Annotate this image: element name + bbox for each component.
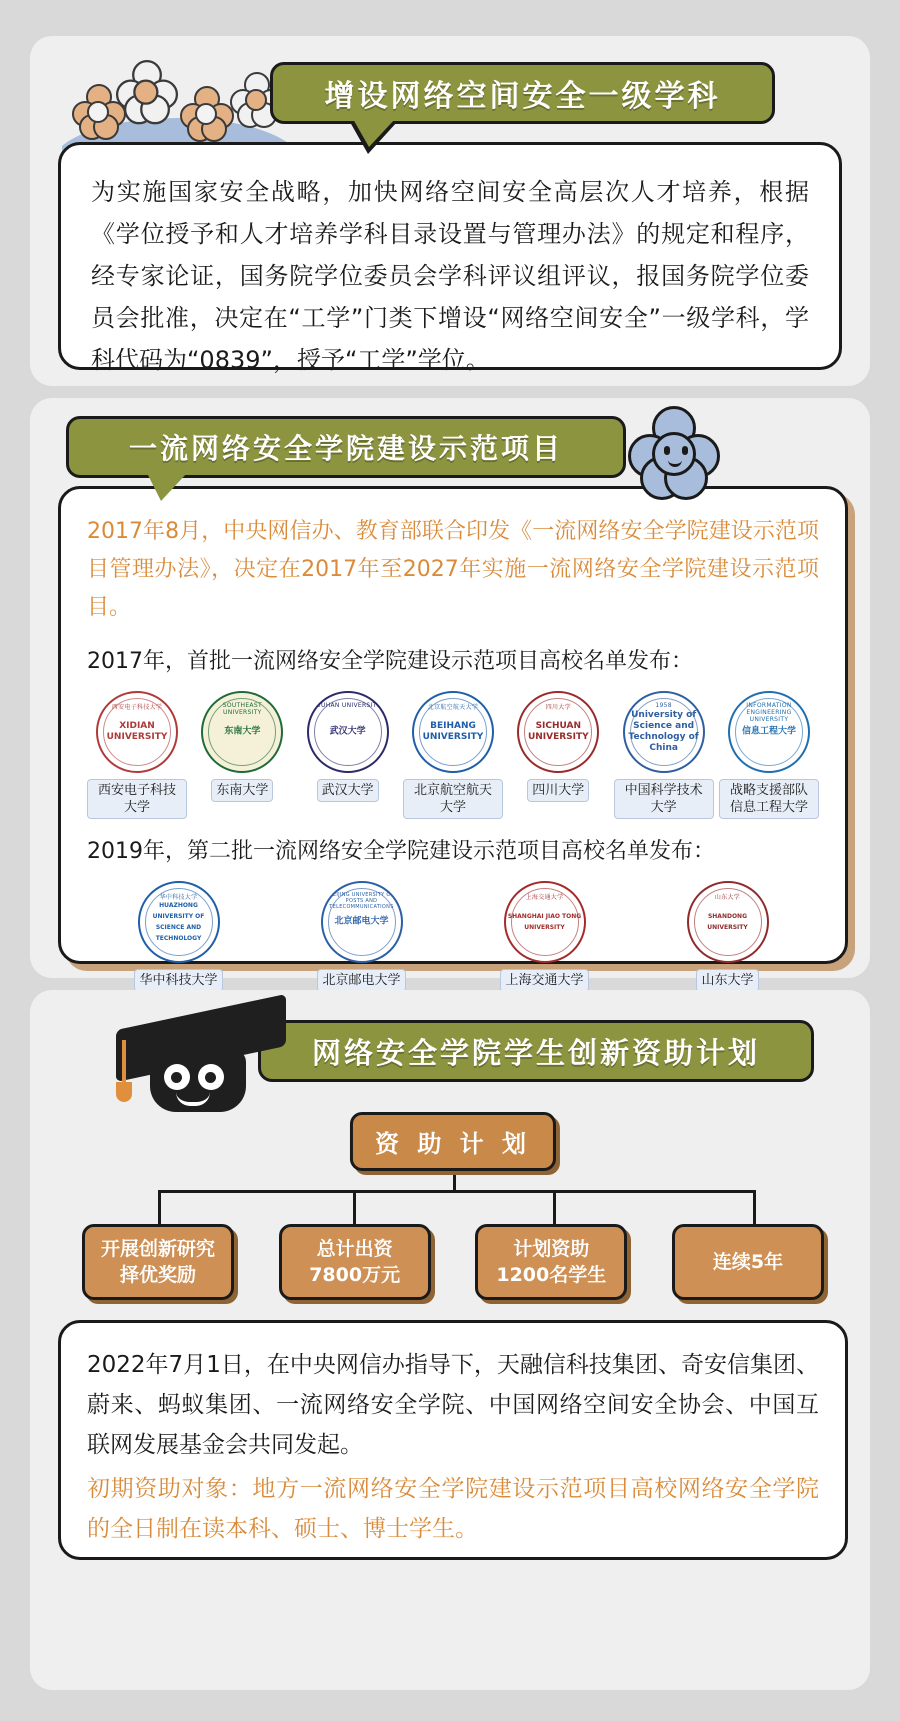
university-seal-icon: INFORMATION ENGINEERING UNIVERSITY 信息工程大学 <box>728 691 810 773</box>
flower-icon <box>116 60 178 122</box>
innovation-body-text-2: 初期资助对象：地方一流网络安全学院建设示范项目高校网络安全学院的全日制在读本科、硕士、博士学生。 <box>87 1476 819 1542</box>
section-title-student-innovation <box>258 1020 814 1082</box>
university-seal-icon: 西安电子科技大学 XIDIAN UNIVERSITY <box>96 691 178 773</box>
university-seal-icon: 北京航空航天大学 BEIHANG UNIVERSITY <box>412 691 494 773</box>
university-name: 北京航空航天大学 <box>403 779 503 819</box>
section-title-discipline <box>270 62 775 124</box>
flower-icon <box>180 86 234 140</box>
plan-box: 计划资助 1200名学生 <box>475 1224 627 1300</box>
banner-tail <box>147 473 187 501</box>
batch1-label: 2017年，首批一流网络安全学院建设示范项目高校名单发布： <box>87 649 693 674</box>
batch1-logo-row <box>87 691 819 819</box>
university-name: 华中科技大学 <box>134 969 222 992</box>
university-item <box>653 881 803 992</box>
demo-project-intro: 2017年8月，中央网信办、教育部联合印发《一流网络安全学院建设示范项目管理办法》，决定在2017年至2027年实施一流网络安全学院建设示范项目。 <box>87 519 819 620</box>
university-item <box>470 881 620 992</box>
university-seal-icon: WUHAN UNIVERSITY 武汉大学 <box>307 691 389 773</box>
section-title-text: 一流网络安全学院建设示范项目 <box>128 432 563 465</box>
university-name: 四川大学 <box>527 779 589 802</box>
university-item <box>508 691 608 819</box>
plan-box: 开展创新研究 择优奖励 <box>82 1224 234 1300</box>
connector-branch <box>353 1190 356 1224</box>
university-item <box>298 691 398 819</box>
university-name: 战略支援部队信息工程大学 <box>719 779 819 819</box>
flower-face-icon <box>628 406 720 498</box>
section-title-text: 增设网络空间安全一级学科 <box>324 79 721 114</box>
university-item <box>87 691 187 819</box>
funding-plan-boxes <box>58 1224 848 1300</box>
university-seal-icon: 上海交通大学 SHANGHAI JIAO TONG UNIVERSITY <box>504 881 586 963</box>
section-title-demo-project <box>66 416 626 478</box>
graduation-cap-icon <box>116 1004 296 1124</box>
innovation-body-text-1: 2022年7月1日，在中央网信办指导下，天融信科技集团、奇安信集团、蔚来、蚂蚁集团、一流网络安全学院、中国网络空间安全协会、中国互联网发展基金会共同发起。 <box>87 1352 819 1458</box>
banner-tail <box>353 119 395 147</box>
student-innovation-body <box>58 1320 848 1560</box>
university-name: 西安电子科技大学 <box>87 779 187 819</box>
university-seal-icon: 山东大学 SHANDONG UNIVERSITY <box>687 881 769 963</box>
university-seal-icon: 华中科技大学 HUAZHONG UNIVERSITY OF SCIENCE AND TECHNOLOGY <box>138 881 220 963</box>
connector-branch <box>158 1190 161 1224</box>
university-name: 武汉大学 <box>317 779 379 802</box>
connector-branch <box>753 1190 756 1224</box>
university-name: 上海交通大学 <box>500 969 588 992</box>
university-item <box>719 691 819 819</box>
batch2-logo-row <box>87 881 819 992</box>
section-demo-project <box>30 398 870 988</box>
university-seal-icon: BEIJING UNIVERSITY OF POSTS AND TELECOMMUNICATIONS 北京邮电大学 <box>321 881 403 963</box>
section-discipline <box>30 36 870 386</box>
university-item <box>614 691 714 819</box>
university-item <box>403 691 503 819</box>
section-title-text: 网络安全学院学生创新资助计划 <box>311 1035 760 1070</box>
university-seal-icon: 四川大学 SICHUAN UNIVERSITY <box>517 691 599 773</box>
discipline-body-text: 为实施国家安全战略，加快网络空间安全高层次人才培养，根据《学位授予和人才培养学科目录设置与管理办法》的规定和程序，经专家论证，国务院学位委员会学科评议组评议，报国务院学位委员会批准，决定在“工学”门类下增设“网络空间安全”一级学科，学科代码为“0839”，授予“工学”学位。 <box>91 178 809 374</box>
university-name: 东南大学 <box>211 779 273 802</box>
connector-horizontal <box>158 1190 756 1193</box>
funding-plan-title: 资 助 计 划 <box>350 1112 556 1171</box>
university-item <box>287 881 437 992</box>
university-name: 中国科学技术大学 <box>614 779 714 819</box>
demo-project-body <box>58 486 848 988</box>
university-item <box>104 881 254 992</box>
batch2-label: 2019年，第二批一流网络安全学院建设示范项目高校名单发布： <box>87 839 715 864</box>
funding-plan-diagram <box>58 1106 848 1296</box>
plan-box: 连续5年 <box>672 1224 824 1300</box>
university-name: 山东大学 <box>696 969 758 992</box>
university-seal-icon: 1958 University of Science and Technology of China <box>623 691 705 773</box>
discipline-body <box>58 142 842 374</box>
university-name: 北京邮电大学 <box>317 969 405 992</box>
connector-vertical <box>453 1168 456 1190</box>
university-seal-icon: SOUTHEAST UNIVERSITY 东南大学 <box>201 691 283 773</box>
section-student-innovation <box>30 990 870 1690</box>
plan-box: 总计出资 7800万元 <box>279 1224 431 1300</box>
connector-branch <box>553 1190 556 1224</box>
university-item <box>192 691 292 819</box>
